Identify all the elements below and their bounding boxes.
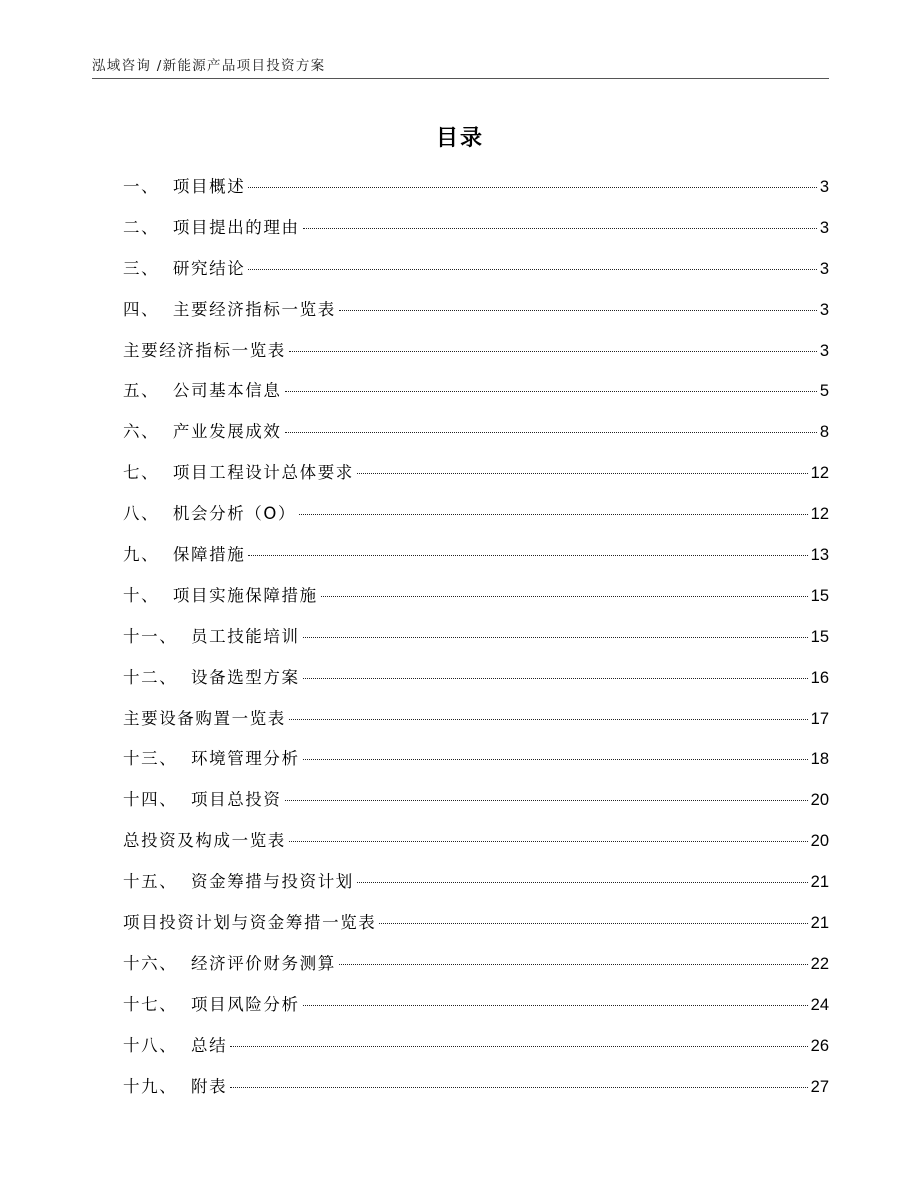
toc-entry[interactable] <box>123 785 829 826</box>
toc-entry-label: 主要设备购置一览表 <box>123 708 286 728</box>
page-title: 目录 <box>435 126 484 151</box>
toc-dot-leader <box>357 882 808 883</box>
toc-entry-page: 12 <box>810 505 829 524</box>
toc-dot-leader <box>299 514 808 515</box>
toc-entry[interactable] <box>123 172 829 213</box>
toc-entry-label: 六、 产业发展成效 <box>123 422 282 442</box>
toc-entry[interactable] <box>123 949 829 990</box>
toc-dot-leader <box>285 800 808 801</box>
toc-entry-page: 15 <box>810 586 829 605</box>
toc-entry[interactable] <box>123 499 829 540</box>
toc-entry[interactable] <box>123 622 829 663</box>
header-divider <box>92 78 829 79</box>
toc-entry-label: 一、 项目概述 <box>123 177 246 196</box>
toc-entry-page: 3 <box>819 178 829 196</box>
toc-dot-leader <box>339 310 817 311</box>
toc-dot-leader <box>303 759 808 760</box>
toc-entry[interactable] <box>123 1031 829 1072</box>
toc-entry-page: 15 <box>810 627 829 646</box>
toc-entry-label: 九、 保障措施 <box>123 545 246 565</box>
toc-entry-page: 16 <box>810 668 829 687</box>
toc-entry-page: 17 <box>810 709 829 728</box>
toc-dot-leader <box>379 923 807 924</box>
toc-dot-leader <box>339 964 808 965</box>
toc-entry[interactable] <box>123 458 829 499</box>
toc-entry-label: 十八、 总结 <box>123 1035 228 1055</box>
toc-entry[interactable] <box>123 581 829 622</box>
toc-entry-page: 22 <box>810 954 829 973</box>
toc-entry[interactable] <box>123 826 829 867</box>
toc-entry-page: 21 <box>810 873 829 892</box>
toc-entry-page: 3 <box>819 218 829 237</box>
toc-entry-label: 二、 项目提出的理由 <box>123 217 300 237</box>
toc-entry-page: 18 <box>810 750 829 769</box>
toc-entry[interactable] <box>123 254 829 295</box>
toc-entry-label: 三、 研究结论 <box>123 258 246 278</box>
toc-dot-leader <box>321 596 808 597</box>
toc-entry[interactable] <box>123 540 829 581</box>
toc-entry-label: 十一、 员工技能培训 <box>123 626 300 646</box>
toc-entry-page: 5 <box>819 382 829 401</box>
toc-entry-page: 12 <box>810 464 829 483</box>
toc-entry-label: 七、 项目工程设计总体要求 <box>123 463 354 483</box>
toc-entry-page: 26 <box>810 1036 829 1055</box>
toc-entry-label: 四、 主要经济指标一览表 <box>123 299 336 319</box>
toc-entry-label: 十六、 经济评价财务测算 <box>123 953 336 973</box>
toc-dot-leader <box>303 228 817 229</box>
toc-entry-page: 3 <box>819 300 829 319</box>
toc-entry-page: 8 <box>819 423 829 442</box>
toc-dot-leader <box>285 432 817 433</box>
toc-entry-page: 3 <box>819 259 829 278</box>
toc-entry-label: 十七、 项目风险分析 <box>123 994 300 1014</box>
toc-entry-label: 十四、 项目总投资 <box>123 790 282 810</box>
toc-entry[interactable] <box>123 376 829 417</box>
toc-entry-label: 十五、 资金筹措与投资计划 <box>123 872 354 892</box>
toc-entry[interactable] <box>123 417 829 458</box>
toc-entry-label: 项目投资计划与资金筹措一览表 <box>123 913 377 933</box>
toc-dot-leader <box>230 1087 807 1088</box>
toc-entry[interactable] <box>123 295 829 336</box>
toc-entry-label: 十九、 附表 <box>123 1076 228 1096</box>
toc-entry[interactable] <box>123 336 829 377</box>
toc-dot-leader <box>230 1046 807 1047</box>
toc-entry[interactable] <box>123 990 829 1031</box>
toc-entry-label: 主要经济指标一览表 <box>123 340 286 360</box>
toc-entry-page: 20 <box>810 832 829 851</box>
toc-entry-label: 八、 机会分析（O） <box>123 504 297 524</box>
toc-entry[interactable] <box>123 867 829 908</box>
toc-dot-leader <box>248 269 817 270</box>
toc-entry[interactable] <box>123 1072 829 1113</box>
toc-dot-leader <box>248 555 807 556</box>
toc-entry[interactable] <box>123 663 829 704</box>
toc-dot-leader <box>285 391 817 392</box>
toc-entry-page: 21 <box>810 914 829 933</box>
table-of-contents <box>123 172 829 1112</box>
page-header: 泓域咨询 /新能源产品项目投资方案 <box>92 58 326 74</box>
toc-entry-label: 十二、 设备选型方案 <box>123 667 300 687</box>
toc-entry-page: 3 <box>819 341 829 360</box>
toc-entry[interactable] <box>123 213 829 254</box>
toc-entry-label: 五、 公司基本信息 <box>123 381 282 401</box>
toc-entry-label: 总投资及构成一览表 <box>123 831 286 851</box>
toc-dot-leader <box>289 351 817 352</box>
toc-dot-leader <box>303 678 808 679</box>
toc-entry[interactable] <box>123 704 829 745</box>
toc-entry[interactable] <box>123 908 829 949</box>
toc-dot-leader <box>289 719 808 720</box>
toc-dot-leader <box>289 841 808 842</box>
toc-dot-leader <box>303 1005 808 1006</box>
toc-dot-leader <box>248 187 817 188</box>
toc-entry-page: 27 <box>810 1077 829 1096</box>
toc-entry-label: 十三、 环境管理分析 <box>123 749 300 769</box>
toc-entry-page: 24 <box>810 995 829 1014</box>
toc-dot-leader <box>357 473 808 474</box>
toc-entry[interactable] <box>123 744 829 785</box>
toc-entry-page: 13 <box>810 546 829 565</box>
toc-entry-page: 20 <box>810 791 829 810</box>
toc-entry-label: 十、 项目实施保障措施 <box>123 585 318 605</box>
toc-dot-leader <box>303 637 808 638</box>
